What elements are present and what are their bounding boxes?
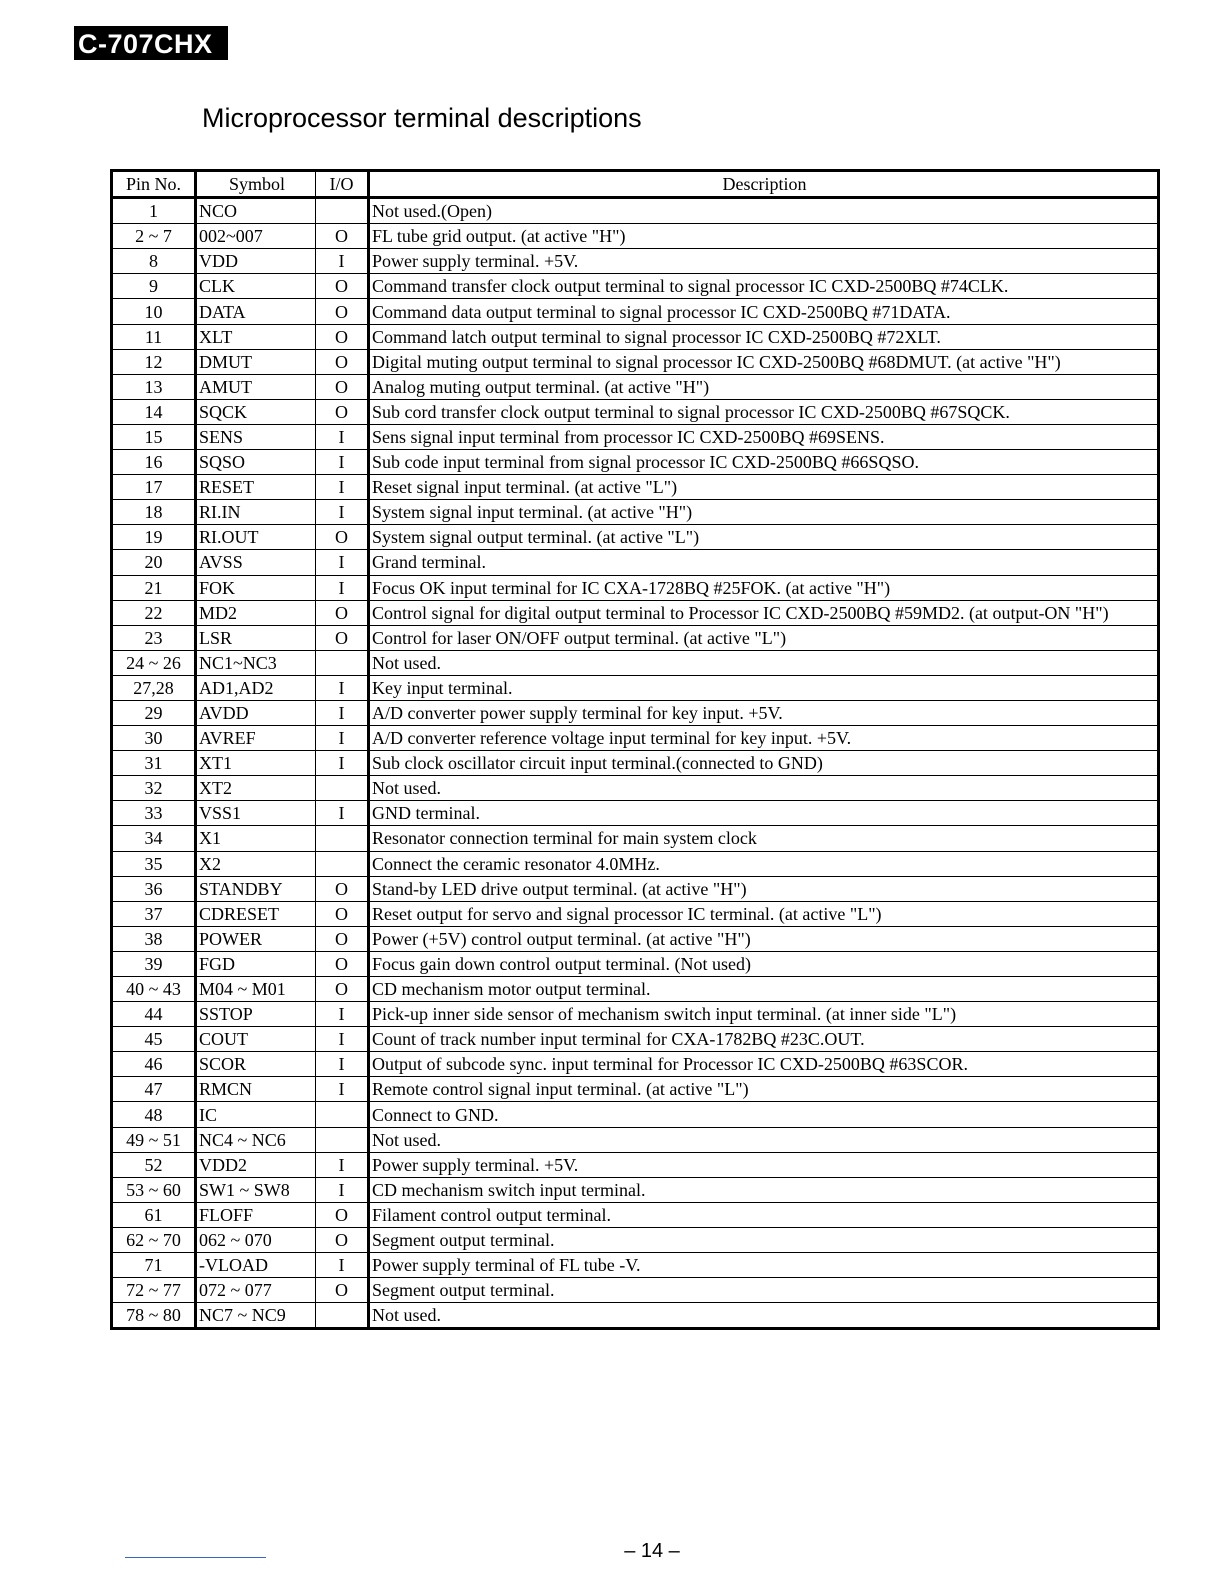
symbol-cell: AD1,AD2 bbox=[196, 675, 316, 700]
pin-cell: 2 ~ 7 bbox=[112, 224, 196, 249]
header-pin-no: Pin No. bbox=[112, 171, 196, 198]
table-row bbox=[112, 1102, 1159, 1127]
pin-cell: 40 ~ 43 bbox=[112, 977, 196, 1002]
table-row bbox=[112, 675, 1159, 700]
description-cell: Digital muting output terminal to signal processor IC CXD-2500BQ #68DMUT. (at active "H") bbox=[369, 349, 1159, 374]
table-row bbox=[112, 424, 1159, 449]
table-row bbox=[112, 1202, 1159, 1227]
pin-cell: 33 bbox=[112, 801, 196, 826]
io-cell: O bbox=[316, 274, 369, 299]
table-row bbox=[112, 951, 1159, 976]
description-cell: Stand-by LED drive output terminal. (at active "H") bbox=[369, 876, 1159, 901]
description-cell: Focus OK input terminal for IC CXA-1728BQ #25FOK. (at active "H") bbox=[369, 575, 1159, 600]
table-row bbox=[112, 550, 1159, 575]
pin-cell: 35 bbox=[112, 851, 196, 876]
pin-cell: 20 bbox=[112, 550, 196, 575]
pin-cell: 29 bbox=[112, 700, 196, 725]
symbol-cell: STANDBY bbox=[196, 876, 316, 901]
description-cell: Sub cord transfer clock output terminal to signal processor IC CXD-2500BQ #67SQCK. bbox=[369, 399, 1159, 424]
io-cell: I bbox=[316, 500, 369, 525]
table-row bbox=[112, 1002, 1159, 1027]
io-cell: I bbox=[316, 751, 369, 776]
io-cell: I bbox=[316, 675, 369, 700]
description-cell: Connect the ceramic resonator 4.0MHz. bbox=[369, 851, 1159, 876]
pin-cell: 8 bbox=[112, 249, 196, 274]
pin-cell: 10 bbox=[112, 299, 196, 324]
description-cell: Power supply terminal. +5V. bbox=[369, 1152, 1159, 1177]
table-row bbox=[112, 826, 1159, 851]
description-cell: Segment output terminal. bbox=[369, 1227, 1159, 1252]
pin-cell: 45 bbox=[112, 1027, 196, 1052]
table-header-row bbox=[112, 171, 1159, 198]
table-row bbox=[112, 1127, 1159, 1152]
io-cell: I bbox=[316, 726, 369, 751]
symbol-cell: NCO bbox=[196, 198, 316, 224]
io-cell: I bbox=[316, 1253, 369, 1278]
symbol-cell: MD2 bbox=[196, 600, 316, 625]
table-row bbox=[112, 1278, 1159, 1303]
table-row bbox=[112, 776, 1159, 801]
io-cell: O bbox=[316, 926, 369, 951]
symbol-cell: FOK bbox=[196, 575, 316, 600]
io-cell: I bbox=[316, 249, 369, 274]
description-cell: Control signal for digital output terminal to Processor IC CXD-2500BQ #59MD2. (at output-ON "H") bbox=[369, 600, 1159, 625]
pin-cell: 34 bbox=[112, 826, 196, 851]
description-cell: Output of subcode sync. input terminal for Processor IC CXD-2500BQ #63SCOR. bbox=[369, 1052, 1159, 1077]
io-cell: I bbox=[316, 1177, 369, 1202]
symbol-cell: NC1~NC3 bbox=[196, 650, 316, 675]
description-cell: Not used. bbox=[369, 1127, 1159, 1152]
symbol-cell: SENS bbox=[196, 424, 316, 449]
table-row bbox=[112, 901, 1159, 926]
pin-cell: 13 bbox=[112, 374, 196, 399]
symbol-cell: XT1 bbox=[196, 751, 316, 776]
header-description: Description bbox=[369, 171, 1159, 198]
description-cell: System signal input terminal. (at active "H") bbox=[369, 500, 1159, 525]
table-row bbox=[112, 1052, 1159, 1077]
table-row bbox=[112, 500, 1159, 525]
table-row bbox=[112, 399, 1159, 424]
description-cell: Power supply terminal of FL tube -V. bbox=[369, 1253, 1159, 1278]
symbol-cell: NC4 ~ NC6 bbox=[196, 1127, 316, 1152]
io-cell: O bbox=[316, 1278, 369, 1303]
symbol-cell: XT2 bbox=[196, 776, 316, 801]
pin-cell: 12 bbox=[112, 349, 196, 374]
io-cell bbox=[316, 776, 369, 801]
description-cell: A/D converter reference voltage input terminal for key input. +5V. bbox=[369, 726, 1159, 751]
table-row bbox=[112, 274, 1159, 299]
pin-cell: 22 bbox=[112, 600, 196, 625]
description-cell: Not used. bbox=[369, 1303, 1159, 1329]
pin-cell: 17 bbox=[112, 475, 196, 500]
table-row bbox=[112, 324, 1159, 349]
symbol-cell: AVREF bbox=[196, 726, 316, 751]
pin-cell: 24 ~ 26 bbox=[112, 650, 196, 675]
table-row bbox=[112, 977, 1159, 1002]
io-cell bbox=[316, 826, 369, 851]
symbol-cell: FGD bbox=[196, 951, 316, 976]
description-cell: Filament control output terminal. bbox=[369, 1202, 1159, 1227]
description-cell: Power (+5V) control output terminal. (at active "H") bbox=[369, 926, 1159, 951]
pin-cell: 39 bbox=[112, 951, 196, 976]
symbol-cell: 002~007 bbox=[196, 224, 316, 249]
table-row bbox=[112, 1227, 1159, 1252]
io-cell: I bbox=[316, 801, 369, 826]
description-cell: Segment output terminal. bbox=[369, 1278, 1159, 1303]
table-row bbox=[112, 525, 1159, 550]
table-row bbox=[112, 726, 1159, 751]
symbol-cell: COUT bbox=[196, 1027, 316, 1052]
description-cell: Sub clock oscillator circuit input terminal.(connected to GND) bbox=[369, 751, 1159, 776]
pin-cell: 30 bbox=[112, 726, 196, 751]
terminal-table bbox=[110, 169, 1160, 1330]
symbol-cell: FLOFF bbox=[196, 1202, 316, 1227]
io-cell: I bbox=[316, 700, 369, 725]
io-cell: O bbox=[316, 224, 369, 249]
table-row bbox=[112, 1177, 1159, 1202]
table-row bbox=[112, 1303, 1159, 1329]
pin-cell: 48 bbox=[112, 1102, 196, 1127]
description-cell: Not used.(Open) bbox=[369, 198, 1159, 224]
description-cell: Command data output terminal to signal processor IC CXD-2500BQ #71DATA. bbox=[369, 299, 1159, 324]
description-cell: CD mechanism motor output terminal. bbox=[369, 977, 1159, 1002]
table-row bbox=[112, 1027, 1159, 1052]
symbol-cell: 062 ~ 070 bbox=[196, 1227, 316, 1252]
table-row bbox=[112, 349, 1159, 374]
pin-cell: 11 bbox=[112, 324, 196, 349]
pin-cell: 23 bbox=[112, 625, 196, 650]
io-cell bbox=[316, 851, 369, 876]
model-badge: C-707CHX bbox=[74, 26, 228, 60]
io-cell bbox=[316, 1127, 369, 1152]
pin-cell: 14 bbox=[112, 399, 196, 424]
io-cell: I bbox=[316, 424, 369, 449]
symbol-cell: RI.IN bbox=[196, 500, 316, 525]
description-cell: Sens signal input terminal from processor IC CXD-2500BQ #69SENS. bbox=[369, 424, 1159, 449]
pin-cell: 44 bbox=[112, 1002, 196, 1027]
description-cell: Remote control signal input terminal. (at active "L") bbox=[369, 1077, 1159, 1102]
io-cell: O bbox=[316, 977, 369, 1002]
symbol-cell: VDD2 bbox=[196, 1152, 316, 1177]
description-cell: System signal output terminal. (at active "L") bbox=[369, 525, 1159, 550]
pin-cell: 31 bbox=[112, 751, 196, 776]
symbol-cell: POWER bbox=[196, 926, 316, 951]
io-cell: I bbox=[316, 575, 369, 600]
pin-cell: 27,28 bbox=[112, 675, 196, 700]
table-row bbox=[112, 600, 1159, 625]
symbol-cell: -VLOAD bbox=[196, 1253, 316, 1278]
symbol-cell: RI.OUT bbox=[196, 525, 316, 550]
table-row bbox=[112, 876, 1159, 901]
table-row bbox=[112, 926, 1159, 951]
symbol-cell: DATA bbox=[196, 299, 316, 324]
description-cell: Control for laser ON/OFF output terminal. (at active "L") bbox=[369, 625, 1159, 650]
symbol-cell: VDD bbox=[196, 249, 316, 274]
io-cell: I bbox=[316, 1152, 369, 1177]
symbol-cell: SQCK bbox=[196, 399, 316, 424]
io-cell: O bbox=[316, 525, 369, 550]
io-cell: O bbox=[316, 951, 369, 976]
description-cell: Count of track number input terminal for CXA-1782BQ #23C.OUT. bbox=[369, 1027, 1159, 1052]
description-cell: A/D converter power supply terminal for key input. +5V. bbox=[369, 700, 1159, 725]
symbol-cell: AVDD bbox=[196, 700, 316, 725]
table-row bbox=[112, 475, 1159, 500]
io-cell: I bbox=[316, 1077, 369, 1102]
symbol-cell: RMCN bbox=[196, 1077, 316, 1102]
pin-cell: 37 bbox=[112, 901, 196, 926]
pin-cell: 78 ~ 80 bbox=[112, 1303, 196, 1329]
symbol-cell: M04 ~ M01 bbox=[196, 977, 316, 1002]
io-cell: I bbox=[316, 1052, 369, 1077]
pin-cell: 52 bbox=[112, 1152, 196, 1177]
io-cell: O bbox=[316, 324, 369, 349]
symbol-cell: DMUT bbox=[196, 349, 316, 374]
symbol-cell: RESET bbox=[196, 475, 316, 500]
table-row bbox=[112, 575, 1159, 600]
symbol-cell: CDRESET bbox=[196, 901, 316, 926]
pin-cell: 53 ~ 60 bbox=[112, 1177, 196, 1202]
io-cell bbox=[316, 198, 369, 224]
symbol-cell: CLK bbox=[196, 274, 316, 299]
table-row bbox=[112, 249, 1159, 274]
table-body bbox=[112, 198, 1159, 1329]
symbol-cell: 072 ~ 077 bbox=[196, 1278, 316, 1303]
io-cell: I bbox=[316, 475, 369, 500]
table-row bbox=[112, 299, 1159, 324]
description-cell: Focus gain down control output terminal. (Not used) bbox=[369, 951, 1159, 976]
pin-cell: 36 bbox=[112, 876, 196, 901]
io-cell: I bbox=[316, 1002, 369, 1027]
description-cell: CD mechanism switch input terminal. bbox=[369, 1177, 1159, 1202]
symbol-cell: AMUT bbox=[196, 374, 316, 399]
symbol-cell: SQSO bbox=[196, 450, 316, 475]
symbol-cell: LSR bbox=[196, 625, 316, 650]
pin-cell: 16 bbox=[112, 450, 196, 475]
io-cell: O bbox=[316, 399, 369, 424]
table-row bbox=[112, 751, 1159, 776]
description-cell: Connect to GND. bbox=[369, 1102, 1159, 1127]
pin-cell: 46 bbox=[112, 1052, 196, 1077]
pin-cell: 38 bbox=[112, 926, 196, 951]
io-cell: O bbox=[316, 374, 369, 399]
table-row bbox=[112, 801, 1159, 826]
pin-cell: 72 ~ 77 bbox=[112, 1278, 196, 1303]
description-cell: Grand terminal. bbox=[369, 550, 1159, 575]
description-cell: Command latch output terminal to signal processor IC CXD-2500BQ #72XLT. bbox=[369, 324, 1159, 349]
pin-cell: 62 ~ 70 bbox=[112, 1227, 196, 1252]
pin-cell: 71 bbox=[112, 1253, 196, 1278]
table-row bbox=[112, 1077, 1159, 1102]
io-cell: O bbox=[316, 1227, 369, 1252]
table-row bbox=[112, 198, 1159, 224]
io-cell: I bbox=[316, 1027, 369, 1052]
symbol-cell: SW1 ~ SW8 bbox=[196, 1177, 316, 1202]
description-cell: GND terminal. bbox=[369, 801, 1159, 826]
table-row bbox=[112, 1152, 1159, 1177]
pin-cell: 15 bbox=[112, 424, 196, 449]
pin-cell: 32 bbox=[112, 776, 196, 801]
symbol-cell: VSS1 bbox=[196, 801, 316, 826]
description-cell: FL tube grid output. (at active "H") bbox=[369, 224, 1159, 249]
symbol-cell: X1 bbox=[196, 826, 316, 851]
pin-cell: 49 ~ 51 bbox=[112, 1127, 196, 1152]
table-row bbox=[112, 374, 1159, 399]
table-row bbox=[112, 625, 1159, 650]
description-cell: Reset signal input terminal. (at active "L") bbox=[369, 475, 1159, 500]
pin-cell: 9 bbox=[112, 274, 196, 299]
header-io: I/O bbox=[316, 171, 369, 198]
description-cell: Resonator connection terminal for main system clock bbox=[369, 826, 1159, 851]
table-row bbox=[112, 1253, 1159, 1278]
io-cell: O bbox=[316, 901, 369, 926]
io-cell: I bbox=[316, 450, 369, 475]
description-cell: Analog muting output terminal. (at active "H") bbox=[369, 374, 1159, 399]
io-cell: O bbox=[316, 625, 369, 650]
io-cell: O bbox=[316, 299, 369, 324]
description-cell: Key input terminal. bbox=[369, 675, 1159, 700]
io-cell bbox=[316, 650, 369, 675]
page-title: Microprocessor terminal descriptions bbox=[202, 103, 642, 133]
pin-cell: 21 bbox=[112, 575, 196, 600]
symbol-cell: IC bbox=[196, 1102, 316, 1127]
pin-cell: 47 bbox=[112, 1077, 196, 1102]
io-cell: O bbox=[316, 876, 369, 901]
description-cell: Reset output for servo and signal processor IC terminal. (at active "L") bbox=[369, 901, 1159, 926]
pin-cell: 61 bbox=[112, 1202, 196, 1227]
io-cell: O bbox=[316, 600, 369, 625]
symbol-cell: SSTOP bbox=[196, 1002, 316, 1027]
description-cell: Pick-up inner side sensor of mechanism switch input terminal. (at inner side "L") bbox=[369, 1002, 1159, 1027]
description-cell: Command transfer clock output terminal to signal processor IC CXD-2500BQ #74CLK. bbox=[369, 274, 1159, 299]
symbol-cell: SCOR bbox=[196, 1052, 316, 1077]
description-cell: Power supply terminal. +5V. bbox=[369, 249, 1159, 274]
table-row bbox=[112, 224, 1159, 249]
pin-cell: 18 bbox=[112, 500, 196, 525]
page-number: – 14 – bbox=[624, 1540, 680, 1562]
symbol-cell: NC7 ~ NC9 bbox=[196, 1303, 316, 1329]
table-row bbox=[112, 650, 1159, 675]
io-cell: O bbox=[316, 349, 369, 374]
table-row bbox=[112, 450, 1159, 475]
symbol-cell: XLT bbox=[196, 324, 316, 349]
table-row bbox=[112, 700, 1159, 725]
footer-rule bbox=[125, 1557, 266, 1558]
table-row bbox=[112, 851, 1159, 876]
pin-cell: 1 bbox=[112, 198, 196, 224]
io-cell bbox=[316, 1303, 369, 1329]
description-cell: Sub code input terminal from signal processor IC CXD-2500BQ #66SQSO. bbox=[369, 450, 1159, 475]
io-cell bbox=[316, 1102, 369, 1127]
description-cell: Not used. bbox=[369, 650, 1159, 675]
header-symbol: Symbol bbox=[196, 171, 316, 198]
pin-cell: 19 bbox=[112, 525, 196, 550]
description-cell: Not used. bbox=[369, 776, 1159, 801]
io-cell: I bbox=[316, 550, 369, 575]
symbol-cell: AVSS bbox=[196, 550, 316, 575]
io-cell: O bbox=[316, 1202, 369, 1227]
symbol-cell: X2 bbox=[196, 851, 316, 876]
